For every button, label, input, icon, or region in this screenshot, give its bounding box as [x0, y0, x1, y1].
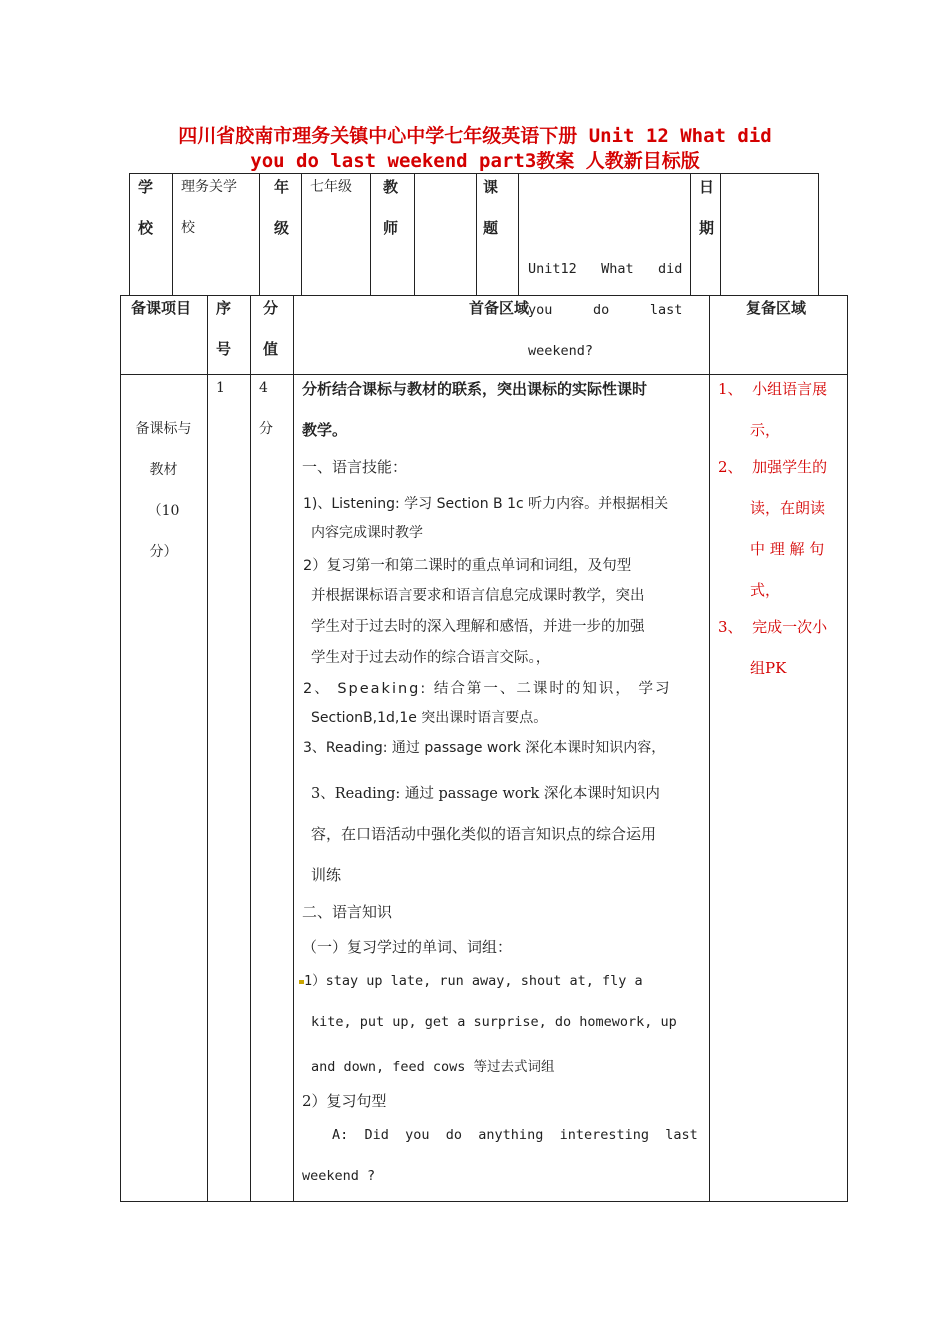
- grade-value: 七年级: [310, 179, 352, 195]
- content-line: 训练: [311, 866, 342, 884]
- title-line-1: 四川省胶南市理务关镇中心中学七年级英语下册 Unit 12 What did: [178, 125, 772, 147]
- review-line: 读，在朗读: [750, 499, 826, 517]
- content-line: 容，在口语活动中强化类似的语言知识点的综合运用: [311, 825, 657, 843]
- row-item: 备课标与 教材 （10 分）: [135, 421, 192, 560]
- content-line: 学生对于过去时的深入理解和感悟，并进一步的加强: [311, 619, 645, 635]
- review-line: 1、 小组语言展: [718, 380, 828, 398]
- header-second-prep: 复备区域: [746, 299, 807, 317]
- content-line: 3、Reading: 通过 passage work 深化本课时知识内: [311, 786, 660, 802]
- content-line: 1）stay up late, run away, shout at, fly a: [304, 973, 643, 989]
- content-line: 学生对于过去动作的综合语言交际。，: [311, 650, 551, 666]
- content-line: weekend ?: [302, 1168, 376, 1184]
- content-line: 1)、Listening: 学习 Section B 1c 听力内容。并根据相关: [303, 496, 669, 512]
- topic-value: Unit12 What did you do last weekend?: [528, 261, 683, 359]
- review-line: 3、 完成一次小: [718, 618, 828, 636]
- header-score: 分 值: [263, 299, 279, 358]
- topic-label: 课 题: [483, 178, 499, 237]
- content-line: 分析结合课标与教材的联系，突出课标的实际性课时: [302, 380, 648, 398]
- header-first-prep: 首备区域: [469, 299, 530, 317]
- review-line: 示，: [750, 421, 781, 439]
- content-line: 并根据课标语言要求和语言信息完成课时教学，突出: [311, 588, 645, 604]
- title-line-2: you do last weekend part3教案 人教新目标版: [250, 150, 700, 172]
- content-line: 一、语言技能：: [302, 458, 408, 476]
- content-line: 2、 Speaking: 结合第一、二课时的知识， 学习: [303, 681, 672, 697]
- content-line: 教学。: [302, 421, 348, 439]
- school-label: 学 校: [138, 178, 154, 237]
- review-line: 式，: [750, 581, 781, 599]
- content-line: 二、语言知识: [302, 903, 393, 921]
- teacher-label: 教 师: [383, 178, 399, 237]
- school-value: 理务关学 校: [181, 179, 237, 236]
- review-line: 组PK: [750, 659, 787, 677]
- content-line: （一）复习学过的单词、词组：: [302, 938, 513, 956]
- header-item: 备课项目: [131, 299, 192, 317]
- date-label: 日 期: [699, 178, 715, 237]
- content-line: 内容完成课时教学: [311, 525, 423, 541]
- content-line: 2）复习第一和第二课时的重点单词和词组，及句型: [303, 558, 632, 574]
- row-seq: 1: [216, 380, 225, 396]
- content-line: 3、Reading: 通过 passage work 深化本课时知识内容，: [303, 740, 666, 756]
- header-seq: 序 号: [216, 299, 232, 358]
- content-line: 2）复习句型: [302, 1092, 387, 1110]
- review-line: 中 理 解 句: [750, 540, 825, 558]
- content-line: SectionB,1d,1e 突出课时语言要点。: [311, 710, 548, 726]
- row-score: 4 分: [259, 380, 273, 437]
- review-line: 2、 加强学生的: [718, 458, 828, 476]
- content-line: A: Did you do anything interesting last: [332, 1127, 698, 1143]
- content-line: and down, feed cows 等过去式词组: [311, 1059, 555, 1075]
- grade-label: 年 级: [274, 178, 290, 237]
- content-line: kite, put up, get a surprise, do homework, up: [311, 1014, 677, 1030]
